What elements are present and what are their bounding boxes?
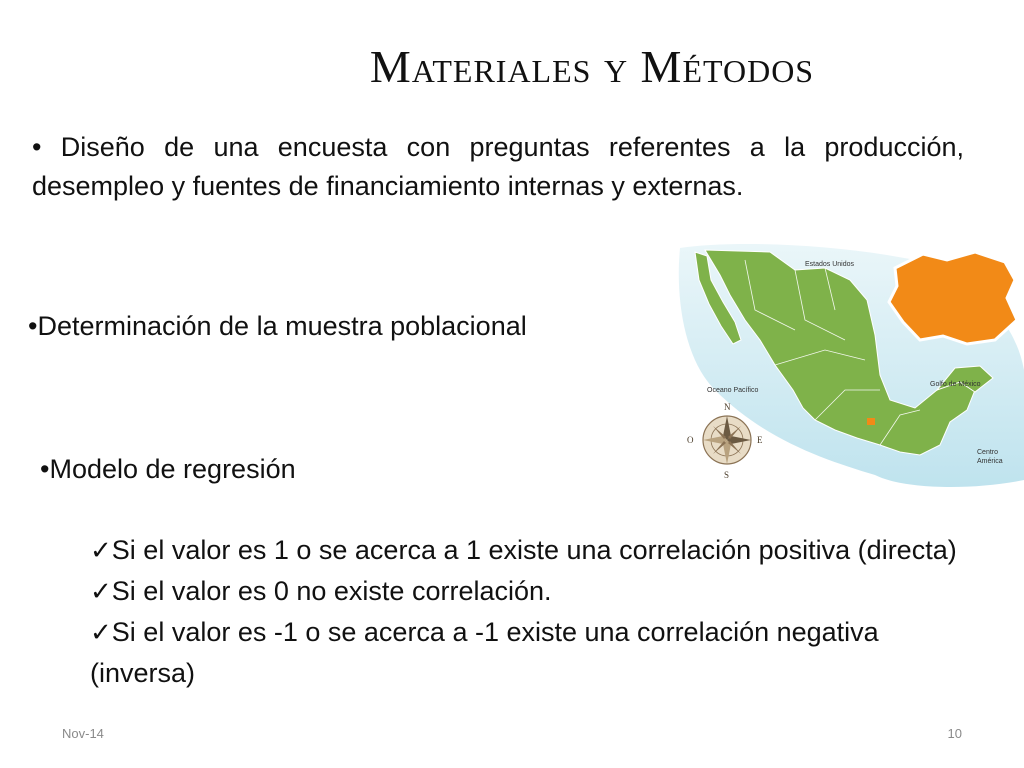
mexico-map-icon [675, 240, 1024, 490]
mexico-map-image [675, 240, 1024, 490]
bullet-text: Modelo de regresión [49, 454, 296, 484]
checkmark-icon: ✓ [90, 577, 112, 607]
bullet-survey-design [32, 128, 964, 206]
checkmark-icon: ✓ [90, 618, 112, 648]
compass-o: O [687, 435, 694, 445]
map-label-pacific: Oceano Pacífico [707, 387, 759, 394]
check-item [90, 571, 970, 612]
checkmark-icon: ✓ [90, 536, 112, 566]
bullet-sample-size [28, 307, 668, 346]
map-label-central-2: América [977, 458, 1003, 465]
slide-title: Materiales y Métodos [369, 41, 815, 92]
bullet-regression-model [40, 450, 640, 489]
bullet-marker: • [40, 454, 50, 484]
highlighted-state [867, 418, 875, 425]
bullet-marker: • [28, 311, 38, 341]
compass-e: E [757, 435, 763, 445]
check-item [90, 612, 970, 693]
check-text: Si el valor es -1 o se acerca a -1 existe una correlación negativa (inversa) [90, 617, 879, 688]
compass-s: S [724, 470, 730, 480]
footer-date: Nov-14 [62, 726, 104, 741]
check-item [90, 530, 970, 571]
compass-rose-icon [703, 416, 751, 464]
bullet-text: Determinación de la muestra poblacional [37, 311, 527, 341]
check-text: Si el valor es 1 o se acerca a 1 existe una correlación positiva (directa) [111, 535, 957, 565]
bullet-text: Diseño de una encuesta con preguntas referentes a la producción, desempleo y fuentes de financiamiento internas y externas. [32, 132, 964, 201]
map-label-gulf: Golfo de México [930, 381, 981, 388]
map-label-central-1: Centro [977, 449, 999, 456]
compass-n: N [724, 402, 731, 412]
page-number: 10 [947, 726, 962, 741]
check-list [90, 530, 970, 693]
check-text: Si el valor es 0 no existe correlación. [111, 576, 552, 606]
map-label-usa: Estados Unidos [805, 261, 855, 268]
bullet-marker: • [32, 132, 42, 162]
